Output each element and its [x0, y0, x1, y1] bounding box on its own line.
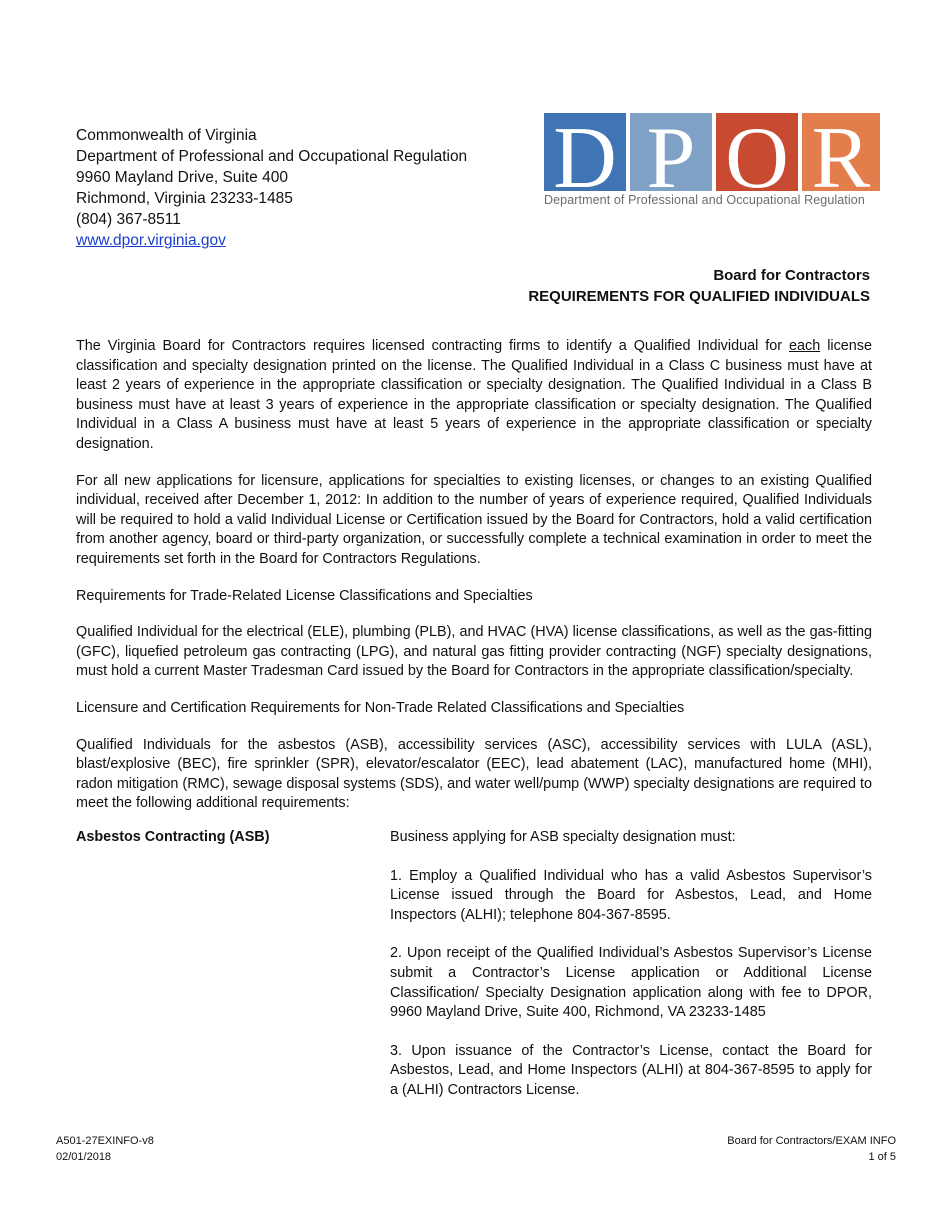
document-subtitle: REQUIREMENTS FOR QUALIFIED INDIVIDUALS — [528, 288, 870, 305]
asbestos-step-1: 1. Employ a Qualified Individual who has a valid Asbestos Supervisor’s License issued through the Board for Asbestos, Lead, and Home Inspectors (ALHI); telephone 804-367-8595. — [390, 867, 872, 923]
form-id: A501-27EXINFO-v8 — [56, 1135, 154, 1147]
document-title-block — [528, 265, 870, 307]
each-emphasis: each — [789, 338, 821, 354]
logo-letter-o: O — [725, 113, 789, 191]
trade-related-paragraph: Qualified Individual for the electrical (ELE), plumbing (PLB), and HVAC (HVA) license classifications, as well as the gas-fitting (GFC), liquefied petroleum gas contracting (LPG), and natural gas fitting provider contracting (NGF) specialty designations, must hold a current Master Tradesman Card issued by the Board for Contractors in the appropriate classification/specialty. — [76, 624, 872, 680]
new-applications-paragraph: For all new applications for licensure, applications for specialties to existing licenses, or changes to an existing Qualified individual, received after December 1, 2012: In addition to the number of years of experience required, Qualified Individuals will be required to hold a valid Individual License or Certification issued by the Board for Contractors, hold a valid certification from another agency, board or third-party organization, or successfully complete a technical examination in order to meet the requirements set forth in the Board for Contractors Regulations. — [76, 472, 872, 567]
asbestos-intro: Business applying for ASB specialty designation must: — [390, 829, 736, 845]
non-trade-heading: Licensure and Certification Requirements for Non-Trade Related Classifications and Specialties — [76, 699, 685, 716]
website-link[interactable]: www.dpor.virginia.gov — [76, 232, 226, 249]
form-date: 02/01/2018 — [56, 1151, 112, 1163]
footer-section: Board for Contractors/EXAM INFO — [727, 1135, 896, 1147]
asbestos-step-2: 2. Upon receipt of the Qualified Individual’s Asbestos Supervisor’s License submit a Contractor’s License application or Additional License Classification/ Specialty Designation application along with fee to DPOR, 9960 Mayland Drive, Suite 400, Richmond, VA 23233-1485 — [390, 945, 872, 1021]
asbestos-section-label: Asbestos Contracting (ASB) — [76, 829, 270, 845]
address-phone: (804) 367-8511 — [76, 211, 181, 228]
board-name: Board for Contractors — [713, 267, 870, 284]
asbestos-requirements — [390, 828, 872, 1120]
asbestos-step-3: 3. Upon issuance of the Contractor’s License, contact the Board for Asbestos, Lead, and Home Inspectors (ALHI) at 804-367-8595 to apply for a (ALHI) Contractors License. — [390, 1042, 872, 1098]
intro-paragraph: The Virginia Board for Contractors requires licensed contracting firms to identify a Qualified Individual for each license classification and specialty designation printed on the license. The Qualified Individual in a Class C business must have at least 2 years of experience in the appropriate classification or specialty designation. The Qualified Individual in a Class B business must have at least 3 years of experience in the appropriate classification or specialty designation. The Qualified Individual in a Class A business must have at least 5 years of experience in the appropriate classification or specialty designation. — [76, 338, 873, 452]
non-trade-paragraph: Qualified Individuals for the asbestos (ASB), accessibility services (ASC), accessibility services with LULA (ASL), blast/explosive (BEC), fire sprinkler (SPR), elevator/escalator (EEC), lead abatement (LAC), manufactured home (MHI), radon mitigation (RMC), sewage disposal systems (SDS), and water well/pump (WWP) specialty designations are required to meet the following additional requirements: — [76, 736, 872, 812]
footer-left — [56, 1133, 154, 1165]
dpor-logo-mark — [544, 113, 880, 191]
logo-letter-p: P — [646, 113, 696, 191]
logo-caption: Department of Professional and Occupational Regulation — [544, 193, 865, 207]
logo-letter-d: D — [553, 113, 617, 191]
address-line-street: 9960 Mayland Drive, Suite 400 — [76, 169, 288, 186]
address-line-department: Department of Professional and Occupational Regulation — [76, 148, 468, 165]
dpor-logo — [544, 113, 880, 209]
logo-letter-r: R — [811, 113, 871, 191]
agency-address-block — [76, 125, 467, 251]
document-body — [76, 337, 872, 831]
address-line-city: Richmond, Virginia 23233-1485 — [76, 190, 293, 207]
trade-related-heading: Requirements for Trade-Related License Classifications and Specialties — [76, 587, 533, 604]
footer-right — [727, 1133, 896, 1165]
page-number: 1 of 5 — [868, 1151, 896, 1163]
address-line-commonwealth: Commonwealth of Virginia — [76, 127, 257, 144]
